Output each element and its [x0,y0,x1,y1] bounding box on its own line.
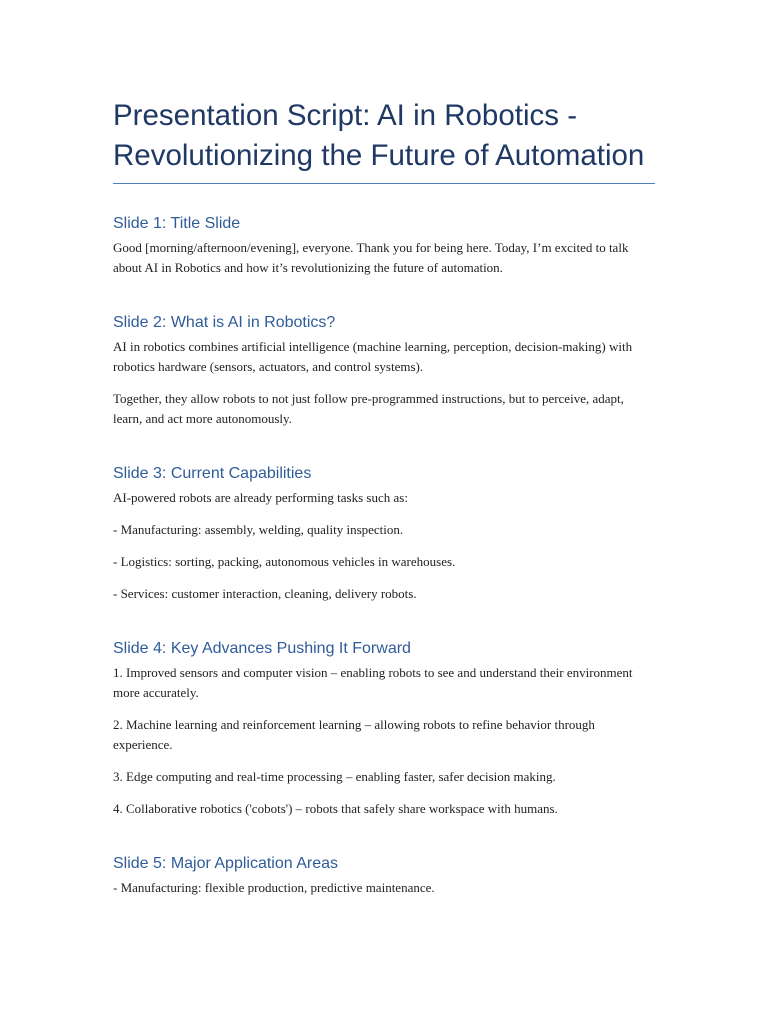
slide-section-2 [113,313,655,429]
slide-heading: Slide 1: Title Slide [113,215,241,232]
list-item: 3. Edge computing and real-time processing – enabling faster, safer decision making. [113,769,556,784]
paragraph: Together, they allow robots to not just follow pre-programmed instructions, but to perceive, adapt, learn, and act more autonomously. [113,391,624,426]
slide-heading: Slide 4: Key Advances Pushing It Forward [113,640,411,657]
list-item: - Logistics: sorting, packing, autonomous vehicles in warehouses. [113,554,456,569]
slide-section-4 [113,639,655,819]
list-item: - Manufacturing: assembly, welding, quality inspection. [113,522,404,537]
list-item: - Services: customer interaction, cleaning, delivery robots. [113,586,417,601]
slide-heading: Slide 5: Major Application Areas [113,855,339,872]
list-item: 4. Collaborative robotics ('cobots') – robots that safely share workspace with humans. [113,801,558,816]
list-item: - Manufacturing: flexible production, predictive maintenance. [113,880,435,895]
slide-section-1 [113,214,655,278]
list-item: 2. Machine learning and reinforcement learning – allowing robots to refine behavior through experience. [113,717,595,752]
paragraph: AI-powered robots are already performing tasks such as: [113,490,408,505]
slide-section-3 [113,464,655,604]
slide-section-5 [113,854,655,898]
slide-heading: Slide 2: What is AI in Robotics? [113,314,336,331]
document-title: Presentation Script: AI in Robotics - Revolutionizing the Future of Automation [113,96,655,184]
list-item: 1. Improved sensors and computer vision – enabling robots to see and understand their environment more accurately. [113,665,633,700]
paragraph: Good [morning/afternoon/evening], everyone. Thank you for being here. Today, I’m excited to talk about AI in Robotics and how it’s revolutionizing the future of automation. [113,240,629,275]
paragraph: AI in robotics combines artificial intelligence (machine learning, perception, decision-making) with robotics hardware (sensors, actuators, and control systems). [113,339,633,374]
slide-heading: Slide 3: Current Capabilities [113,465,312,482]
document-page [113,96,655,910]
